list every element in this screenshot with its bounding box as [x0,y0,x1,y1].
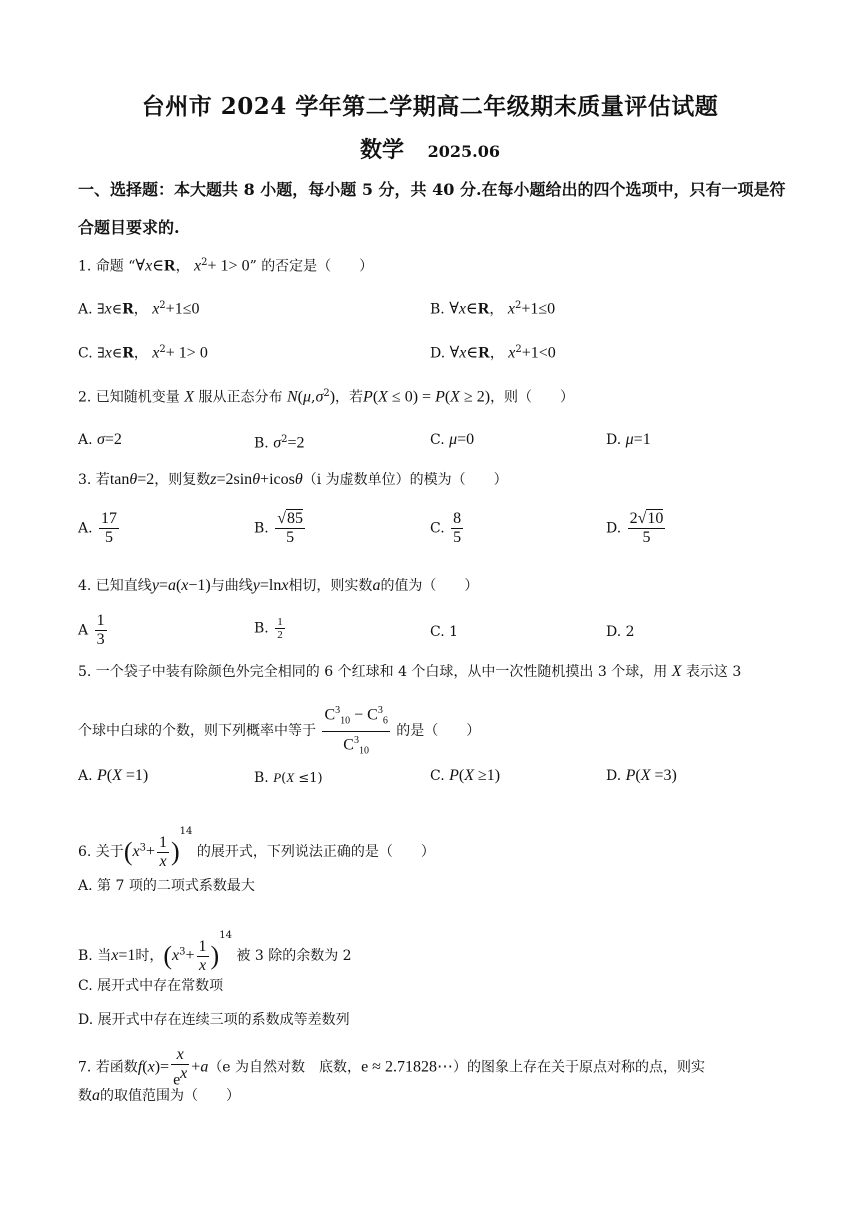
subject-label: 数学 [360,137,405,163]
q3-option-d: D. $\frac{2√10}{5}$ [606,510,664,546]
exam-title: 台州市 2024 学年第二学期高二年级期末质量评估试题 [141,93,719,120]
q3-option-c: C. $\frac{8}{5}$ [430,510,462,546]
question-7-line1: 7. 若函数f(x)= $\frac{x}{e^x}$ +a（e 为自然对数 底数，e ≈ 2.71828⋯）的图象上存在关于原点对称的点，则实 [78,1046,705,1089]
q5-option-a: A. P(X =1) [78,767,149,784]
exam-date: 2025.06 [427,142,500,161]
q6-option-d: D. 展开式中存在连续三项的系数成等差数列 [78,1012,350,1028]
q1-option-d: D. ∀x∈R， $x^2+1<0$ [430,344,556,362]
q1-option-a: A. ∃x∈R， $x^2+1\le 0$ [78,300,200,318]
q4-option-d: D. 2 [606,624,635,640]
q3-option-b: B. $\frac{√85}{5}$ [254,510,303,546]
q6-option-a: A. 第 7 项的二项式系数最大 [78,878,255,894]
question-5-line1: 5. 一个袋子中装有除颜色外完全相同的 6 个红球和 4 个白球，从中一次性随机摸出 3 个球，用 X 表示这 3 [78,663,742,680]
question-5-line2: 个球中白球的个数，则下列概率中等于 $\frac{C^3_{10} - C^3_6}{C^3_{10}}$ 的是（ ） [78,702,480,760]
section-heading: 一、选择题：本大题共 8 小题，每小题 5 分，共 40 分.在每小题给出的四个选项中，只有一项是符合题目要求的. [78,180,786,237]
q4-option-c: C. 1 [430,624,459,640]
q1-option-b: B. ∀x∈R， $x^2+1\le 0$ [430,300,556,318]
q5-option-c: C. P(X ≥1) [430,767,501,784]
q2-option-a: A. σ=2 [78,431,122,448]
q6-option-c: C. 展开式中存在常数项 [78,978,224,994]
question-2: 2. 已知随机变量 X 服从正态分布 $N(\mu,\sigma^2)$，若P(X ≤ 0) = P(X ≥ 2)，则（ ） [78,388,575,406]
q6-option-b: B. 当x=1时，($x^3+$ $\frac{1}{x}$ )$^{14}$ 被 3 除的余数为 2 [78,930,352,974]
question-3: 3. 若tanθ=2，则复数z=2sinθ+icosθ（i 为虚数单位）的模为（ ） [78,471,508,488]
q2-option-c: C. μ=0 [430,431,475,448]
question-1: 1. 命题 “∀x∈R， $x^2+ 1> 0$” 的否定是（ ） [78,257,374,275]
q1-option-c: C. ∃x∈R， $x^2+ 1> 0$ [78,344,208,362]
q5-option-b: B. P(X ≤1) [254,770,323,786]
q5-option-d: D. P(X =3) [606,767,677,784]
q2-option-d: D. μ=1 [606,431,651,448]
question-7-line2: 数a的取值范围为（ ） [78,1087,240,1104]
q3-option-a: A. $\frac{17}{5}$ [78,510,118,546]
exam-subtitle [0,133,860,164]
q2-option-b: B. $\sigma^2=2$ [254,434,305,452]
question-4: 4. 已知直线y=a(x−1)与曲线y=lnx相切，则实数a的值为（ ） [78,577,479,594]
q4-option-a: A $\frac{1}{3}$ [78,612,105,648]
q4-option-b: B. $\frac{1}{2}$ [254,616,283,641]
question-6: 6. 关于($x^3+$ $\frac{1}{x}$ )$^{14}$ 的展开式，下列说法正确的是（ ） [78,826,435,870]
